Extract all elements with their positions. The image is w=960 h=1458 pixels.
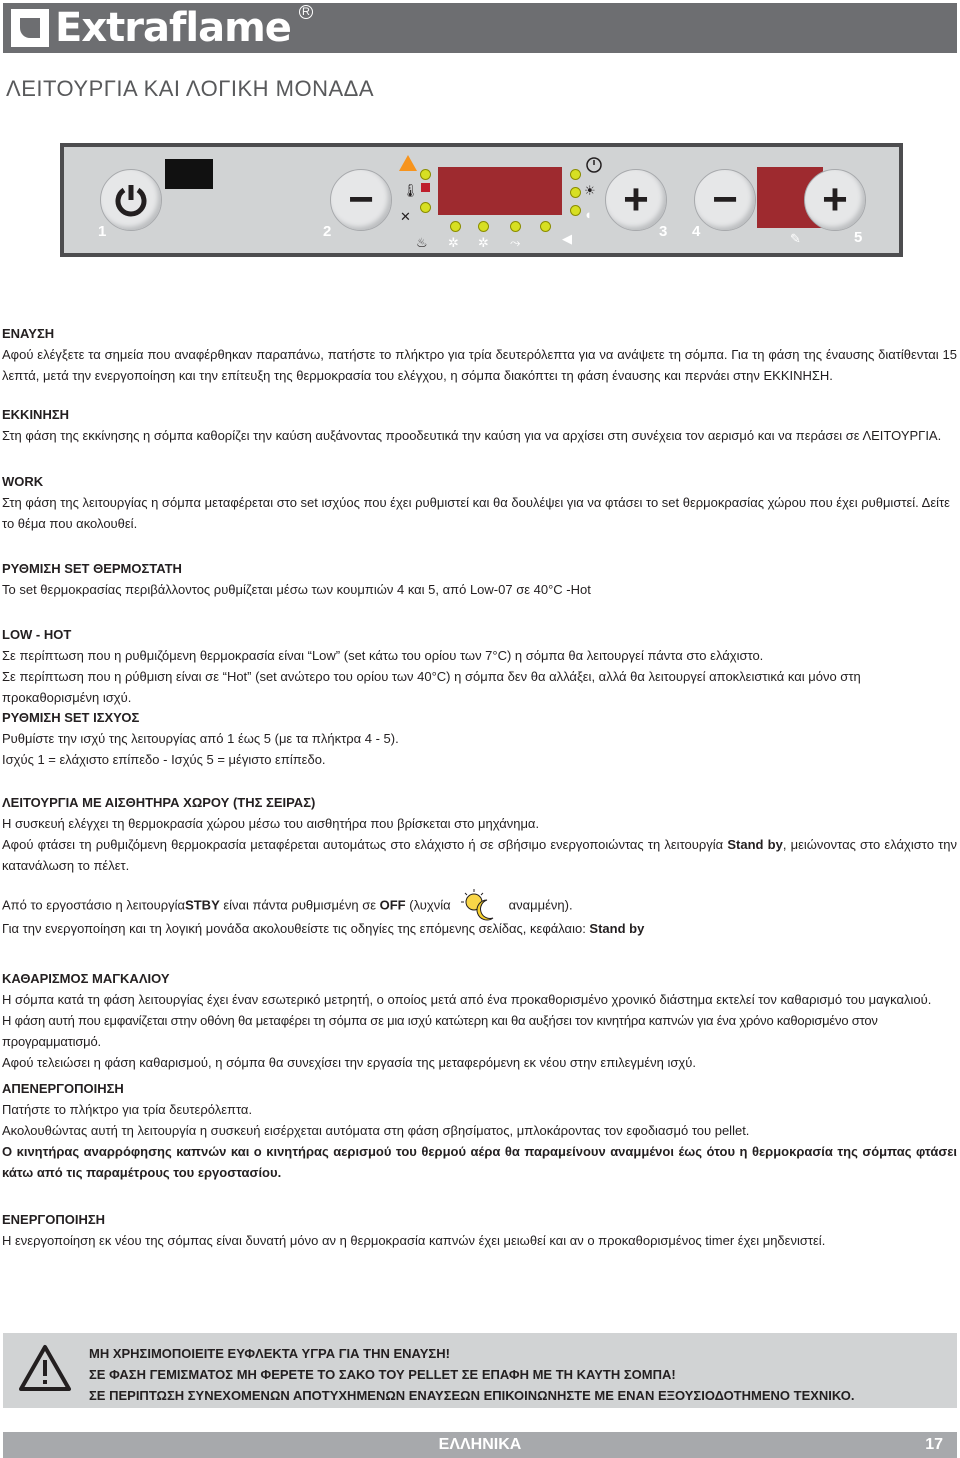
section-heading: ΕΝΕΡΓΟΠΟΙΗΣΗ (2, 1212, 106, 1227)
section-heading: ΑΠΕΝΕΡΓΟΠΟΙΗΣΗ (2, 1081, 124, 1096)
safety-warning-box (3, 1333, 957, 1408)
minus-icon: − (712, 175, 738, 224)
thermometer-icon: 🌡 (402, 183, 419, 198)
section-text: Στη φάση της εκκίνησης η σόμπα καθορίζει την καύση αυξάνοντας προοδευτικά την καύση για να αρχίσει στη συνέχεια τον αερισμό και να περάσει σε ΛΕΙΤΟΥΡΓΙΑ. (2, 428, 942, 443)
section-line: Η φάση αυτή που εμφανίζεται στην οθόνη θα μεταφέρει τη σόμπα σε μια ισχύ κατώτερη και θα αυξήσει τον κινητήρα καπνών για ένα χρόνο καθορισμένο στον προγραμματισμό. (2, 1013, 878, 1049)
button-number-4: 4 (692, 223, 701, 240)
section-line: Η σόμπα κατά τη φάση λειτουργίας έχει έναν εσωτερικό μετρητή, ο οποίος μετά από ένα προκαθορισμένο χρονικό διάστημα εκτελεί τον καθαρισμό του μαγκαλιού. (2, 992, 932, 1007)
page-footer (3, 1432, 957, 1458)
section-line: Πατήστε το πλήκτρο για τρία δευτερόλεπτα. (2, 1102, 253, 1117)
text-run: Αφού φτάσει τη ρυθμιζόμενη θερμοκρασία μεταφέρεται αυτομάτως στο ελάχιστο ή σε σβήσιμο ενεργοποιώντας τη λειτουργία (2, 837, 728, 852)
power-button (100, 169, 162, 231)
section-heading: ΕΚΚΙΝΗΣΗ (2, 407, 70, 422)
warning-line: ΜΗ ΧΡΗΣΙΜΟΠΟΙΕΙΤΕ ΕΥΦΛΕΚΤΑ ΥΓΡΑ ΓΙΑ ΤΗΝ ΕΝΑΥΣΗ! (89, 1346, 450, 1361)
plus-button-5 (804, 169, 866, 231)
alarm-warning-icon (399, 155, 417, 171)
led-5 (510, 221, 521, 232)
warning-icon (17, 1343, 73, 1395)
fan-icon-2: ✲ (478, 235, 489, 250)
page-number: 17 (925, 1436, 943, 1453)
warning-line: ΣΕ ΠΕΡΙΠΤΩΣΗ ΣΥΝΕΧΟΜΕΝΩΝ ΑΠΟΤΥΧΗΜΕΝΩΝ ΕΝΑΥΣΕΩΝ ΕΠΙΚΟΙΝΩΝΗΣΤΕ ΜΕ ΕΝΑΝ ΕΞΟΥΣΙΟΔΟΤΗΜΕΝΟ ΤΕΧΝΙΚΟ. (89, 1388, 855, 1403)
section-text: Αφού ελέγξετε τα σημεία που αναφέρθηκαν παραπάνω, πατήστε το πλήκτρο για τρία δευτερόλεπτα για να ανάψετε τη σόμπα. Για τη φάση της έναυσης διατίθενται 15 λεπτά, μετά την ενεργοποίηση και την επίτευξη της θερμοκρασία του ελέγχου, η σόμπα διακόπτει τη φάση έναυσης και περνάει στην ΕΚΚΙΝΗΣΗ. (2, 347, 957, 383)
section-enausi (2, 323, 957, 386)
speaker-icon: ◀ (562, 231, 572, 246)
section-heading: LOW - HOT (2, 627, 72, 642)
text-run: , μειώνοντας στο ελάχιστο την κατανάλωση το πέλετ. (2, 837, 958, 873)
section-heading: WORK (2, 474, 44, 489)
section-heading: ΕΝΑΥΣΗ (2, 326, 55, 341)
minus-button-2 (330, 169, 392, 231)
display-slot (165, 159, 213, 189)
warning-text (89, 1343, 854, 1406)
section-line: Αφού τελειώσει η φάση καθαρισμού, η σόμπα θα συνεχίσει την εργασία της μεταφερόμενη εκ νέου στην επιλεγμένη ισχύ. (2, 1055, 696, 1070)
button-number-1: 1 (98, 223, 107, 240)
tools-icon: ✕ (400, 209, 411, 224)
footer-language: ΕΛΛΗΝΙΚΑ (438, 1436, 522, 1453)
led-9 (570, 205, 581, 216)
section-heading: ΚΑΘΑΡΙΣΜΟΣ ΜΑΓΚΑΛΙΟΥ (2, 971, 170, 986)
main-display (438, 167, 562, 215)
section-low-hot (2, 624, 957, 708)
sun-moon-icon (457, 888, 503, 924)
section-thermostat (2, 558, 957, 600)
off-term: OFF (379, 897, 406, 913)
section-line: Η συσκευή ελέγχει τη θερμοκρασία χώρου μέσω του αισθητήρα που βρίσκεται στο μηχάνημα. (2, 816, 540, 831)
brand-header (3, 3, 957, 53)
led-2 (420, 202, 431, 213)
section-reactivation (2, 1209, 957, 1251)
stby-term: STBY (185, 897, 220, 913)
section-line (2, 834, 957, 876)
led-6 (540, 221, 551, 232)
section-room-sensor (2, 792, 957, 939)
plus-icon: + (623, 175, 649, 224)
section-line-bold: Ο κινητήρας αναρρόφησης καπνών και ο κινητήρας αερισμού του θερμού αέρα θα παραμείνουν αναμμένοι έως ότου η θερμοκρασία της σόμπας φτάσει κάτω από τις παραμέτρους του εργοστασίου. (2, 1144, 957, 1180)
section-shutdown (2, 1078, 957, 1183)
section-text: Στη φάση της λειτουργίας η σόμπα μεταφέρεται στο set ισχύος που έχει ρυθμιστεί και θα δουλέψει για να φτάσει το set θερμοκρασίας χώρου που έχει ρυθμιστεί. Δείτε το θέμα που ακολουθεί. (2, 495, 950, 531)
sun-moon-icon: ☀ (584, 183, 596, 198)
extraflame-logo (11, 7, 291, 49)
text-run: Από το εργοστάσιο η λειτουργία (2, 897, 186, 913)
plus-button-3 (605, 169, 667, 231)
section-line: Σε περίπτωση που η ρυθμιζόμενη θερμοκρασία είναι “Low” (set κάτω του ορίου των 7°C) η σόμπα θα λειτουργεί πάντα στο ελάχιστο. (2, 648, 764, 663)
led-1 (420, 169, 431, 180)
section-line: Σε περίπτωση που η ρύθμιση είναι σε “Hot” (set ανώτερο του ορίου των 40°C) η σόμπα δεν θα αλλάξει, αλλά θα λειτουργεί αποκλειστικά και μόνο στη προκαθορισμένη ισχύ. (2, 669, 861, 705)
logo-mark-icon (11, 9, 49, 47)
led-7 (570, 169, 581, 180)
section-heading: ΡΥΘΜΙΣΗ SET ΘΕΡΜΟΣΤΑΤΗ (2, 561, 182, 576)
registered-mark: R (299, 5, 313, 19)
minus-button-4 (694, 169, 756, 231)
pump-icon: ⤳ (510, 235, 521, 250)
text-run: (λυχνία (405, 897, 451, 913)
brand-name: Extraflame (55, 5, 291, 51)
text-run: αναμμένη). (508, 897, 573, 913)
plus-icon: + (822, 175, 848, 224)
fan-icon-1: ✲ (448, 235, 459, 250)
section-cleaning (2, 968, 957, 1073)
red-status-square (421, 183, 430, 192)
led-8 (570, 187, 581, 198)
button-number-5: 5 (854, 229, 863, 246)
led-3 (450, 221, 461, 232)
power-icon (111, 180, 151, 220)
button-number-3: 3 (659, 223, 668, 240)
minus-icon: − (348, 175, 374, 224)
section-work (2, 471, 957, 534)
sound-icon: ◖ (584, 207, 592, 222)
section-line: Ισχύς 1 = ελάχιστο επίπεδο - Ισχύς 5 = μέγιστο επίπεδο. (2, 752, 326, 767)
pellet-icon: ♨ (416, 235, 428, 250)
section-heading: ΡΥΘΜΙΣΗ SET ΙΣΧΥΟΣ (2, 710, 140, 725)
led-4 (478, 221, 489, 232)
warning-line: ΣΕ ΦΑΣΗ ΓΕΜΙΣΜΑΤΟΣ ΜΗ ΦΕΡΕΤΕ ΤΟ ΣΑΚΟ ΤΟΥ PELLET ΣΕ ΕΠΑΦΗ ΜΕ ΤΗ ΚΑΥΤΗ ΣΟΜΠΑ! (89, 1367, 676, 1382)
standby-term: Stand by (589, 921, 645, 936)
text-run: Για την ενεργοποίηση και τη λογική μονάδα ακολουθείστε τις οδηγίες της επόμενης σελίδας, κεφάλαιο: (2, 921, 590, 936)
section-line: Ρυθμίστε την ισχύ της λειτουργίας από 1 έως 5 (με τα πλήκτρα 4 - 5). (2, 731, 399, 746)
section-text: Η ενεργοποίηση εκ νέου της σόμπας είναι δυνατή μόνο αν η θερμοκρασία καπνών έχει μειωθεί και αν ο προκαθορισμένος timer έχει μηδενιστεί. (2, 1233, 826, 1248)
text-run: είναι πάντα ρυθμισμένη σε (219, 897, 380, 913)
standby-term: Stand by (727, 837, 783, 852)
page-title: ΛΕΙΤΟΥΡΓΙΑ ΚΑΙ ΛΟΓΙΚΗ ΜΟΝΑΔΑ (6, 76, 375, 101)
section-ekkinisi (2, 404, 957, 446)
button-number-2: 2 (323, 223, 332, 240)
section-text: Το set θερμοκρασίας περιβάλλοντος ρυθμίζεται μέσω των κουμπιών 4 και 5, από Low-07 σε 40°C -Hot (2, 582, 591, 597)
section-heading: ΛΕΙΤΟΥΡΓΙΑ ΜΕ ΑΙΣΘΗΤΗΡΑ ΧΩΡΟΥ (ΤΗΣ ΣΕΙΡΑΣ) (2, 795, 316, 810)
section-power (2, 707, 957, 770)
section-line: Ακολουθώντας αυτή τη λειτουργία η συσκευή εισέρχεται αυτόματα στη φάση σβησίματος, μπλοκάροντας τον εφοδιασμό του pellet. (2, 1123, 750, 1138)
control-panel-diagram (60, 143, 903, 257)
wrench-icon: ✎ (790, 231, 801, 246)
